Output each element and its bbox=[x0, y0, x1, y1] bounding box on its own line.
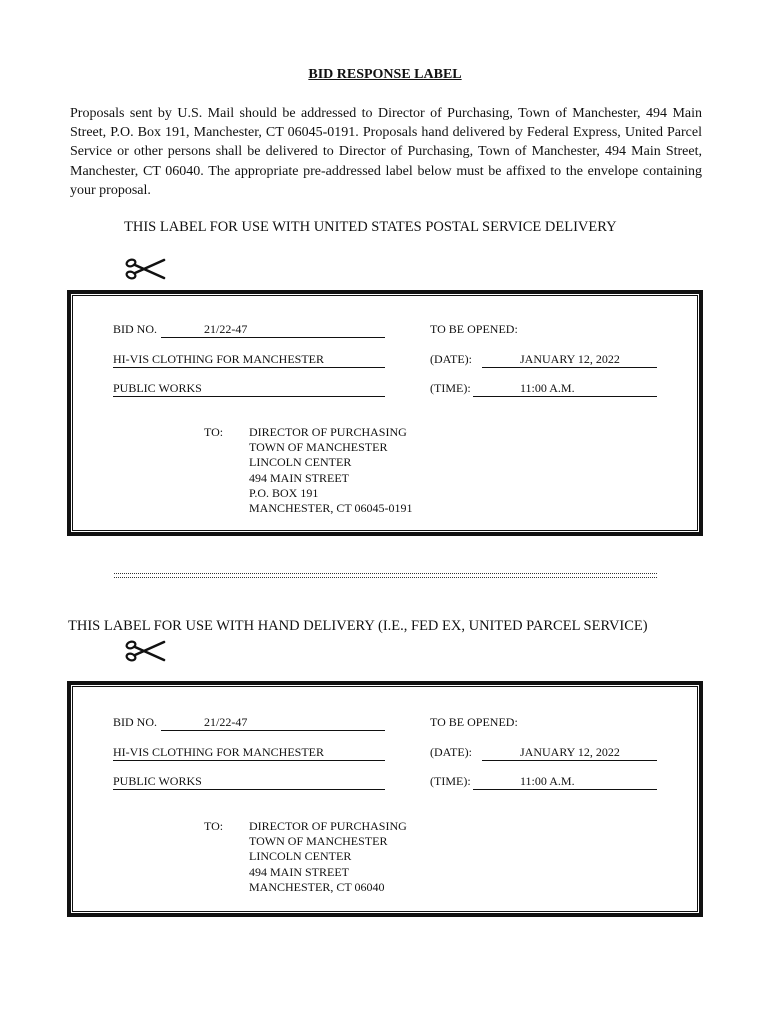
document-title: BID RESPONSE LABEL bbox=[308, 67, 462, 82]
address-line: MANCHESTER, CT 06040 bbox=[249, 879, 385, 894]
line1-underline bbox=[113, 760, 385, 761]
line1-underline bbox=[113, 367, 385, 368]
date-label: (DATE): bbox=[430, 745, 472, 759]
time-label: (TIME): bbox=[430, 774, 471, 788]
address-line: P.O. BOX 191 bbox=[249, 485, 319, 500]
address-line: DIRECTOR OF PURCHASING bbox=[249, 819, 407, 833]
bid-title-line1: HI-VIS CLOTHING FOR MANCHESTER bbox=[113, 745, 325, 759]
postal-address-block bbox=[249, 425, 412, 516]
date-underline bbox=[482, 367, 657, 368]
date-value: JANUARY 12, 2022 bbox=[520, 745, 620, 759]
scissors-icon bbox=[122, 254, 166, 284]
bid-title-line2: PUBLIC WORKS bbox=[113, 381, 202, 395]
date-label: (DATE): bbox=[430, 352, 472, 366]
to-be-opened-label: TO BE OPENED: bbox=[430, 715, 518, 729]
to-be-opened-label: TO BE OPENED: bbox=[430, 322, 518, 336]
bid-no-value: 21/22-47 bbox=[204, 322, 248, 336]
postal-label-heading: THIS LABEL FOR USE WITH UNITED STATES POSTAL SERVICE DELIVERY bbox=[124, 219, 617, 235]
address-line: DIRECTOR OF PURCHASING bbox=[249, 425, 407, 439]
hand-delivery-label bbox=[67, 681, 703, 917]
address-line: 494 MAIN STREET bbox=[249, 864, 349, 879]
address-line: 494 MAIN STREET bbox=[249, 470, 349, 485]
time-underline bbox=[473, 789, 657, 790]
address-line: TOWN OF MANCHESTER bbox=[249, 440, 388, 455]
time-value: 11:00 A.M. bbox=[520, 381, 575, 395]
bid-title-line2: PUBLIC WORKS bbox=[113, 774, 202, 788]
line2-underline bbox=[113, 396, 385, 397]
bid-title-line1: HI-VIS CLOTHING FOR MANCHESTER bbox=[113, 352, 325, 366]
intro-paragraph: Proposals sent by U.S. Mail should be addressed to Director of Purchasing, Town of Manchester, 494 Main Street, P.O. Box 191, Manchester, CT 06045-0191. Proposals hand delivered by Federal Express, United Parcel Service or other persons shall be delivered to Director of Purchasing, Town of Manchester, 494 Main Street, Manchester, CT 06040. The appropriate pre-addressed label below must be affixed to the envelope containing your proposal. bbox=[70, 106, 702, 198]
time-underline bbox=[473, 396, 657, 397]
date-value: JANUARY 12, 2022 bbox=[520, 352, 620, 366]
address-line: MANCHESTER, CT 06045-0191 bbox=[249, 501, 413, 516]
to-label: TO: bbox=[204, 819, 224, 833]
address-line: LINCOLN CENTER bbox=[249, 849, 352, 864]
scissors-icon bbox=[122, 636, 166, 666]
bid-no-underline bbox=[161, 337, 385, 338]
postal-delivery-label bbox=[67, 290, 703, 536]
bid-no-label: BID NO. bbox=[113, 715, 157, 729]
address-line: TOWN OF MANCHESTER bbox=[249, 834, 388, 849]
bid-no-underline bbox=[161, 730, 385, 731]
date-underline bbox=[482, 760, 657, 761]
hand-label-heading: THIS LABEL FOR USE WITH HAND DELIVERY (I.E., FED EX, UNITED PARCEL SERVICE) bbox=[68, 618, 648, 634]
line2-underline bbox=[113, 789, 385, 790]
bid-no-value: 21/22-47 bbox=[204, 715, 248, 729]
hand-address-block bbox=[249, 819, 407, 895]
time-label: (TIME): bbox=[430, 381, 471, 395]
bid-no-label: BID NO. bbox=[113, 322, 157, 336]
time-value: 11:00 A.M. bbox=[520, 774, 575, 788]
address-line: LINCOLN CENTER bbox=[249, 455, 352, 470]
to-label: TO: bbox=[204, 425, 224, 439]
cut-line bbox=[114, 573, 657, 578]
